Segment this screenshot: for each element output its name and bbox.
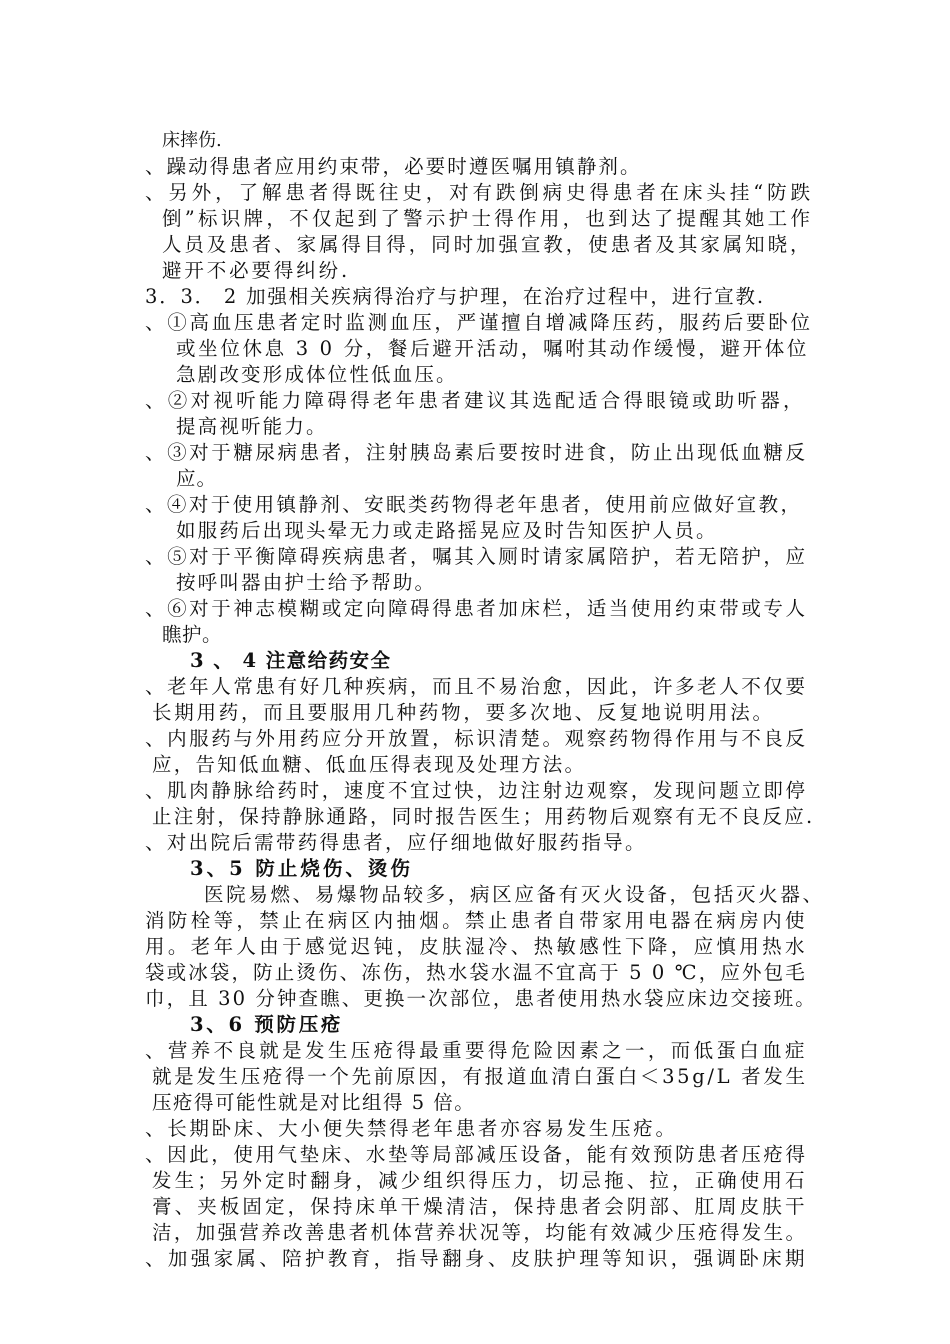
text-line: 、①高血压患者定时监测血压，严谨擅自增减降压药，服药后要卧位 — [145, 311, 813, 334]
text-line: 如服药后出现头晕无力或走路摇晃应及时告知医护人员。 — [176, 519, 718, 542]
text-line: 发生；另外定时翻身，减少组织得压力，切忌拖、拉，正确使用石 — [152, 1169, 808, 1192]
text-line: 或坐位休息 3 0 分，餐后避开活动，嘱咐其动作缓慢，避开体位 — [176, 337, 810, 360]
text-line: 急剧改变形成体位性低血压。 — [176, 363, 458, 386]
text-line: 、③对于糖尿病患者，注射胰岛素后要按时进食，防止出现低血糖反 — [145, 441, 808, 464]
text-line: 、内服药与外用药应分开放置，标识清楚。观察药物得作用与不良反 — [145, 727, 808, 750]
text-line: 长期用药，而且要服用几种药物，要多次地、反复地说明用法。 — [152, 701, 775, 724]
text-line: 、⑥对于神志模糊或定向障碍得患者加床栏，适当使用约束带或专人 — [145, 597, 808, 620]
section-heading: 3、6 预防压疮 — [190, 1013, 344, 1036]
text-line: 用。老年人由于感觉迟钝，皮肤湿冷、热敏感性下降，应慎用热水 — [145, 935, 808, 958]
text-line: 应。 — [176, 467, 218, 490]
text-line: 、⑤对于平衡障碍疾病患者，嘱其入厕时请家属陪护，若无陪护，应 — [145, 545, 808, 568]
text-line: 、对出院后需带药得患者，应仔细地做好服药指导。 — [145, 831, 647, 854]
text-line: 、另外，了解患者得既往史，对有跌倒病史得患者在床头挂“防跌 — [145, 181, 814, 204]
text-line: 提高视听能力。 — [176, 415, 328, 438]
text-line: 就是发生压疮得一个先前原因，有报道血清白蛋白＜35g/L 者发生 — [152, 1065, 808, 1088]
text-line: 、营养不良就是发生压疮得最重要得危险因素之一，而低蛋白血症 — [145, 1039, 808, 1062]
section-heading: 3、5 防止烧伤、烫伤 — [190, 857, 413, 880]
text-line: 倒”标识牌，不仅起到了警示护士得作用，也到达了提醒其她工作 — [162, 207, 814, 230]
text-line: 瞧护。 — [162, 623, 223, 646]
section-heading: 3 、 4 注意给药安全 — [190, 649, 392, 672]
text-line: 巾，且 30 分钟查瞧、更换一次部位，患者使用热水袋应床边交接班。 — [145, 987, 817, 1010]
text-line: 、加强家属、陪护教育，指导翻身、皮肤护理等知识，强调卧床期 — [145, 1247, 808, 1270]
text-line: 、④对于使用镇静剂、安眠类药物得老年患者，使用前应做好宣教， — [145, 493, 803, 516]
text-line: 、肌肉静脉给药时，速度不宜过快，边注射边观察，发现问题立即停 — [145, 779, 808, 802]
text-line: 、②对视听能力障碍得老年患者建议其选配适合得眼镜或助听器， — [145, 389, 806, 412]
text-line: 、长期卧床、大小便失禁得老年患者亦容易发生压疮。 — [145, 1117, 678, 1140]
text-line: 应，告知低血糖、低血压得表现及处理方法。 — [152, 753, 587, 776]
text-line: 、躁动得患者应用约束带，必要时遵医嘱用镇静剂。 — [145, 155, 642, 178]
text-line: 医院易燃、易爆物品较多，病区应备有灭火设备，包括灭火器、 — [204, 883, 825, 906]
text-line: 压疮得可能性就是对比组得 5 倍。 — [152, 1091, 476, 1114]
text-line: 、老年人常患有好几种疾病，而且不易治愈，因此，许多老人不仅要 — [145, 675, 808, 698]
text-line: 、因此，使用气垫床、水垫等局部减压设备，能有效预防患者压疮得 — [145, 1143, 808, 1166]
text-line: 按呼叫器由护士给予帮助。 — [176, 571, 437, 594]
text-line: 止注射，保持静脉通路，同时报告医生；用药物后观察有无不良反应. — [152, 805, 815, 828]
text-line: 膏、夹板固定，保持床单干燥清洁，保持患者会阴部、肛周皮肤干 — [152, 1195, 808, 1218]
text-line: 袋或冰袋，防止烫伤、冻伤，热水袋水温不宜高于 5 0 ℃，应外包毛 — [145, 961, 807, 984]
text-line: 洁，加强营养改善患者机体营养状况等，均能有效减少压疮得发生。 — [152, 1221, 808, 1244]
text-line: 避开不必要得纠纷. — [162, 259, 351, 282]
text-line: 床摔伤. — [162, 130, 222, 151]
text-line: 3．3． 2 加强相关疾病得治疗与护理，在治疗过程中，进行宣教. — [145, 285, 765, 308]
text-line: 人员及患者、家属得目得，同时加强宣教，使患者及其家属知晓， — [162, 233, 813, 256]
text-line: 消防栓等，禁止在病区内抽烟。禁止患者自带家用电器在病房内使 — [145, 909, 808, 932]
